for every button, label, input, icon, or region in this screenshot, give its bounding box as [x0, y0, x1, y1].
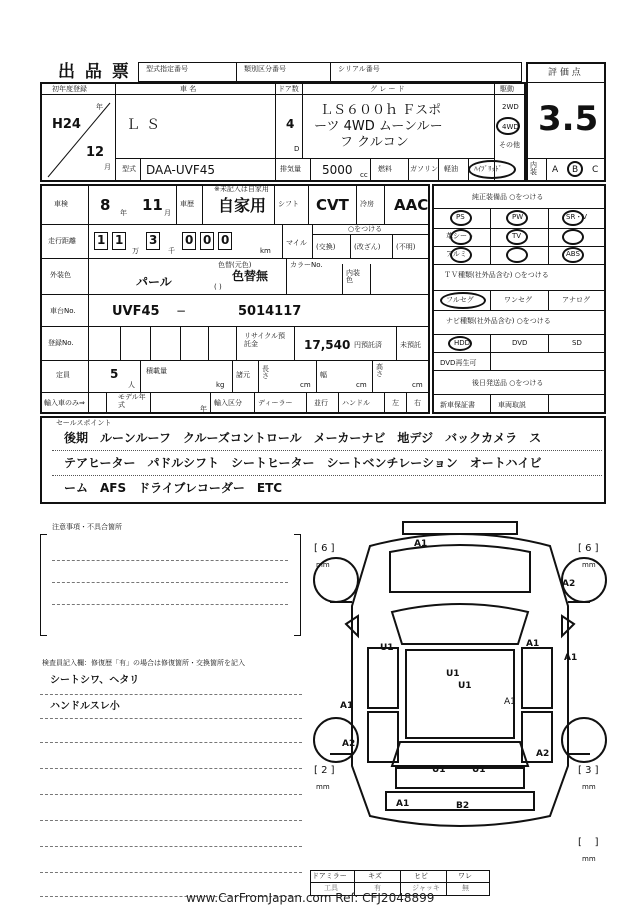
- legend-col-4: ワレ: [458, 872, 472, 880]
- recycle-status: 円預託済: [354, 341, 382, 349]
- color-change-value: 色替無: [232, 269, 269, 283]
- history-value: 自家用: [218, 196, 267, 215]
- damage-mark: U1: [458, 681, 472, 691]
- import-parallel: 並行: [314, 399, 328, 407]
- drive-2wd: 2WD: [502, 103, 519, 111]
- capacity-unit: 人: [128, 381, 135, 389]
- width-label: 幅: [320, 371, 327, 379]
- damage-mark: A1: [396, 799, 410, 809]
- height-unit: cm: [412, 381, 423, 389]
- tread-unit-fl: mm: [316, 561, 330, 569]
- inspection-label: 車検: [54, 200, 68, 208]
- interior-label: 内装: [530, 161, 537, 176]
- model-label: 型式: [122, 165, 136, 173]
- tv-analog: アナログ: [562, 296, 590, 304]
- tread-unit-spare: mm: [582, 855, 596, 863]
- chassis-dash: −: [176, 304, 187, 318]
- height-label: 高さ: [376, 363, 383, 378]
- recycle-amount: 17,540: [304, 338, 351, 352]
- interior-b: B: [572, 165, 579, 175]
- first-reg-label: 初年度登録: [52, 85, 87, 93]
- color-change-label: 色替(元色): [218, 261, 252, 269]
- selling-point-line-1: 後期 ルーンルーフ クルーズコントロール メーカーナビ 地デジ バックカメラ ス: [64, 431, 542, 445]
- tv-oneseg: ワンセグ: [504, 296, 532, 304]
- man-unit: 万: [132, 247, 139, 255]
- mileage-modified: (改ざん): [354, 243, 381, 251]
- equip-nav-circle: [562, 229, 584, 245]
- exterior-color-label: 外装色: [50, 271, 71, 279]
- inspector-note-1: シートシワ、ヘタリ: [50, 675, 140, 686]
- legend-col-2: キズ: [368, 872, 382, 880]
- equip-pseat: 革シート: [446, 232, 474, 240]
- drive-4wd-circle: [496, 117, 520, 135]
- inspection-year-unit: 年: [120, 209, 127, 217]
- sen-unit: 千: [168, 247, 175, 255]
- car-damage-diagram: [300, 516, 620, 846]
- model-year-unit: 年: [200, 405, 207, 413]
- usage-note: ※未記入は自家用: [214, 185, 269, 193]
- month-mark: 月: [104, 163, 111, 171]
- tv-fullseg: フルセグ: [446, 296, 474, 304]
- inspector-note-2: ハンドルスレ小: [50, 701, 120, 712]
- fuel-light: 軽油: [444, 165, 458, 173]
- model-code: DAA-UVF45: [146, 163, 216, 177]
- drive-other: その他: [499, 141, 520, 149]
- tv-fullseg-circle: [440, 292, 486, 309]
- shift-label: シフト: [278, 200, 299, 208]
- equip-ps: PS: [456, 213, 465, 221]
- recycle-label: リサイクル預託金: [244, 332, 286, 349]
- tread-spare: [ ]: [578, 837, 599, 848]
- watermark: www.CarFromJapan.com Ref: CFJ2048899: [186, 891, 435, 905]
- tread-rear-right: [ 3 ]: [578, 765, 599, 776]
- grade-line-2: ーツ 4WD ムーンルー: [314, 119, 443, 134]
- chassis-model: UVF45: [112, 304, 160, 319]
- sheet-title: 出 品 票: [58, 62, 131, 82]
- import-dealer: ディーラー: [258, 399, 293, 407]
- equip-ps-circle: [450, 210, 472, 226]
- damage-mark: U1: [380, 643, 394, 653]
- cc-unit: cc: [360, 171, 368, 179]
- first-reg-month: 12: [86, 145, 105, 160]
- damage-mark: B2: [456, 801, 470, 811]
- after-shipping-label: 後日発送品 ○をつける: [472, 379, 544, 387]
- tread-front-left: [ 6 ]: [314, 543, 335, 554]
- damage-mark: A1: [564, 653, 578, 663]
- navi-dvd-play: DVD再生可: [440, 359, 477, 367]
- grade-line-1: ＬＳ６００ｈ Ｆスポ: [320, 103, 442, 118]
- equip-tv-circle: [506, 229, 528, 245]
- score-value: 3.5: [538, 99, 599, 139]
- displacement-value: 5000: [322, 163, 353, 177]
- history-label: 車歴: [180, 200, 194, 208]
- grade-label: グ レ ー ド: [370, 85, 405, 93]
- legend-row-2: 有: [374, 884, 381, 892]
- mileage-digit-2: 1: [115, 233, 124, 247]
- drive-label: 駆動: [500, 85, 514, 93]
- interior-b-circle: [567, 161, 583, 177]
- reg-no-label: 登録No.: [48, 339, 74, 347]
- mile-label: マイル: [286, 239, 307, 247]
- equip-ac-circle: [506, 247, 528, 263]
- capacity-value: 5: [110, 367, 119, 381]
- damage-mark: U1: [446, 669, 460, 679]
- doors-label: ドア数: [278, 85, 299, 93]
- inspection-month-unit: 月: [164, 209, 171, 217]
- model-year-label: モデル年式: [118, 393, 146, 409]
- color-no-label: カラーNo.: [290, 261, 323, 269]
- equip-pw-circle: [506, 210, 528, 226]
- door-suffix: D: [294, 145, 300, 153]
- selling-points-label: セールスポイント: [56, 419, 112, 427]
- capacity-label: 定員: [56, 371, 70, 379]
- navi-dvd: DVD: [512, 339, 528, 347]
- mileage-digit-1: 1: [97, 233, 106, 247]
- length-label: 長さ: [262, 365, 269, 380]
- equip-abs-circle: [562, 247, 584, 263]
- tread-unit-rl: mm: [316, 783, 330, 791]
- legend-row-3: ジャッキ: [412, 884, 440, 892]
- import-category-label: 輸入区分: [214, 399, 242, 407]
- selling-point-line-3: ーム AFS ドライブレコーダー ETC: [64, 481, 283, 495]
- damage-mark: A1: [340, 701, 354, 711]
- width-unit: cm: [356, 381, 367, 389]
- dims-label: 諸元: [236, 371, 250, 379]
- damage-mark: A2: [342, 739, 356, 749]
- score-label: 評 価 点: [548, 68, 581, 78]
- damage-mark: A2: [562, 579, 576, 589]
- after-manual: 車両取説: [498, 401, 526, 409]
- fuel-hybrid-circle: [468, 160, 516, 179]
- interior-c: C: [592, 165, 599, 175]
- damage-mark: U1: [432, 765, 446, 775]
- legend-row-4: 無: [462, 884, 469, 892]
- equip-tv: TV: [512, 232, 522, 240]
- tread-front-right: [ 6 ]: [578, 543, 599, 554]
- chassis-number: 5014117: [238, 304, 302, 319]
- equip-aw-circle: [450, 247, 472, 263]
- drive-4wd: 4WD: [502, 123, 519, 131]
- inspection-month: 11: [142, 196, 163, 214]
- interior-color-label: 内装色: [346, 269, 360, 284]
- fuel-hybrid: ﾊｲﾌﾞﾘｯﾄﾞ: [474, 165, 502, 173]
- damage-mark: A1: [414, 539, 428, 549]
- load-unit: kg: [216, 381, 225, 389]
- year-mark: 年: [96, 103, 103, 111]
- handle-label: ハンドル: [342, 399, 370, 407]
- chassis-label: 車台No.: [50, 307, 76, 315]
- after-warranty: 新車保証書: [440, 401, 475, 409]
- navi-hdd-circle: [448, 336, 472, 351]
- legend-col-1: ドアミラー: [312, 872, 347, 880]
- equip-sr-circle: [562, 210, 584, 226]
- legend-col-3: ヒビ: [414, 872, 428, 880]
- serial-label: シリアル番号: [338, 65, 380, 73]
- equip-pseat-circle: [450, 229, 472, 245]
- km-unit: km: [260, 247, 271, 255]
- tread-unit-fr: mm: [582, 561, 596, 569]
- mileage-digit-5: 0: [203, 233, 212, 247]
- mileage-exchange: (交換): [316, 243, 336, 251]
- inspection-year: 8: [100, 196, 111, 214]
- fuel-gas: ガソリン: [410, 165, 438, 173]
- car-name: ＬＳ: [126, 117, 166, 133]
- equip-abs: ABS: [566, 250, 580, 258]
- equip-pw: PW: [512, 213, 524, 221]
- category-label: 類別区分番号: [244, 65, 286, 73]
- navi-sd: SD: [572, 339, 582, 347]
- first-reg-era: H24: [52, 117, 81, 132]
- interior-a: A: [552, 165, 559, 175]
- handle-right: 右: [414, 399, 421, 407]
- navi-hdd: HDD: [454, 339, 471, 347]
- tread-unit-rr: mm: [582, 783, 596, 791]
- selling-point-line-2: テアヒーター パドルシフト シートヒーター シートベンチレーション オートハイビ: [64, 456, 542, 470]
- damage-mark-extra: A1: [504, 697, 516, 707]
- mileage-label: 走行距離: [48, 237, 76, 245]
- mileage-digit-6: 0: [221, 233, 230, 247]
- mileage-circle-note: ○をつける: [348, 225, 383, 233]
- caution-label: 注意事項・不具合箇所: [52, 523, 122, 531]
- mileage-unknown: (不明): [396, 243, 416, 251]
- recycle-not: 未預託: [400, 341, 421, 349]
- import-label: 輸入車のみ⇒: [44, 399, 85, 407]
- inspector-label: 検査員記入欄：修復歴「有」の場合は修復箇所・交換箇所を記入: [42, 659, 245, 667]
- navi-type-label: ナビ種類(社外品含む) ○をつける: [446, 317, 551, 325]
- tread-rear-left: [ 2 ]: [314, 765, 335, 776]
- equip-sr: SR・V: [566, 213, 588, 221]
- mileage-digit-4: 0: [185, 233, 194, 247]
- damage-mark: U1: [472, 765, 486, 775]
- displacement-label: 排気量: [280, 165, 301, 173]
- shift-value: CVT: [316, 196, 349, 214]
- ac-label: 冷房: [360, 200, 374, 208]
- tv-type-label: ＴＶ種類(社外品含む) ○をつける: [444, 271, 549, 279]
- legend-row-1: 工具: [324, 884, 338, 892]
- exterior-color: パール: [136, 275, 172, 289]
- equipment-title: 純正装備品 ○をつける: [472, 193, 544, 201]
- color-change-paren: ( ): [214, 283, 222, 291]
- length-unit: cm: [300, 381, 311, 389]
- damage-mark: A2: [536, 749, 550, 759]
- model-designation-label: 型式指定番号: [146, 65, 188, 73]
- load-label: 積載量: [146, 367, 167, 375]
- car-name-label: 車 名: [180, 85, 197, 93]
- damage-mark: A1: [526, 639, 540, 649]
- handle-left: 左: [392, 399, 399, 407]
- mileage-digit-3: 3: [149, 233, 158, 247]
- equip-aw: アルミ: [446, 250, 467, 258]
- fuel-label: 燃料: [378, 165, 392, 173]
- ac-value: AAC: [394, 196, 429, 214]
- grade-line-3: フ クルコン: [340, 135, 409, 150]
- door-count: 4: [286, 117, 295, 131]
